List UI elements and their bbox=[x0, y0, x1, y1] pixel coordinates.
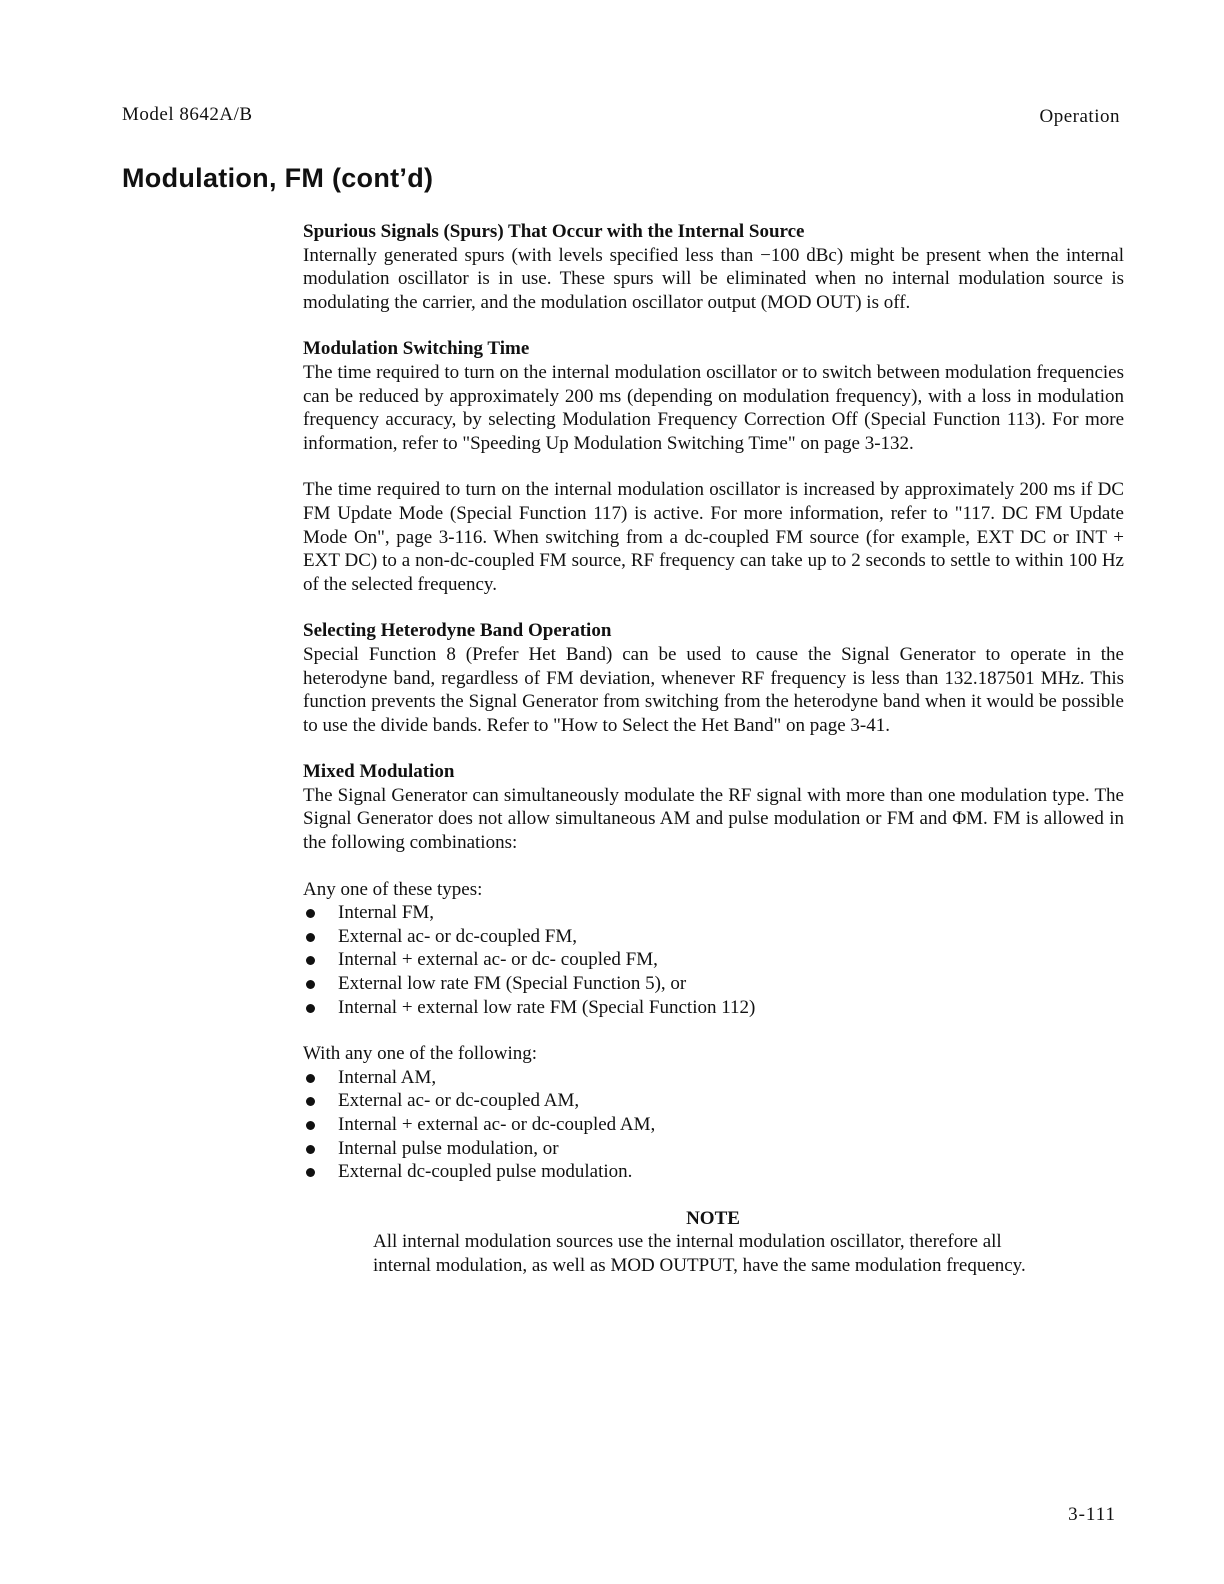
note-box bbox=[373, 1207, 1053, 1278]
list-item-text: External low rate FM (Special Function 5), or bbox=[338, 973, 687, 995]
bullet-icon bbox=[306, 1168, 315, 1177]
list-item bbox=[303, 996, 1124, 1020]
header-section: Operation bbox=[1039, 106, 1120, 127]
spurs-section bbox=[303, 220, 1124, 314]
list-item-text: Internal FM, bbox=[338, 902, 435, 924]
list-item bbox=[303, 901, 1124, 925]
het-band-section bbox=[303, 619, 1124, 737]
list-item-text: Internal + external ac- or dc-coupled AM, bbox=[338, 1114, 656, 1135]
bullet-icon bbox=[306, 1121, 315, 1130]
list-item-text: Internal AM, bbox=[338, 1066, 437, 1088]
page-title: Modulation, FM (cont’d) bbox=[122, 163, 434, 193]
het-band-body: Special Function 8 (Prefer Het Band) can be used to cause the Signal Generator to operate in the heterodyne band, regardless of FM deviation, whenever RF frequency is less than 132.187501 MHz. This function prevents the Signal Generator from switching from the heterodyne band when it would be possible to use the divide bands. Refer to "How to Select the Het Band" on page 3-41. bbox=[303, 643, 1124, 736]
bullet-icon bbox=[306, 1074, 315, 1083]
combination-list bbox=[303, 1042, 1124, 1184]
mixed-body: The Signal Generator can simultaneously modulate the RF signal with more than one modulation type. The Signal Generator does not allow simultaneous AM and pulse modulation or FM and ΦM. FM is allowed in the following combinations: bbox=[303, 784, 1124, 854]
mixed-heading: Mixed Modulation bbox=[303, 761, 455, 783]
header-model: Model 8642A/B bbox=[122, 104, 253, 125]
bullet-icon bbox=[306, 909, 315, 918]
bullet-icon bbox=[306, 980, 315, 989]
list-item-text: External dc-coupled pulse modulation. bbox=[338, 1161, 633, 1183]
bullet-icon bbox=[306, 1004, 315, 1013]
list-item bbox=[303, 925, 1124, 949]
switching-body: The time required to turn on the internal modulation oscillator or to switch between modulation frequencies can be reduced by approximately 200 ms (depending on modulation frequency), with a loss in modulation frequency accuracy, by selecting Modulation Frequency Correction Off (Special Function 113). For more information, refer to "Speeding Up Modulation Switching Time" on page 3-132. bbox=[303, 361, 1124, 454]
switching-section bbox=[303, 337, 1124, 455]
note-heading: NOTE bbox=[686, 1207, 740, 1229]
mixed-section bbox=[303, 760, 1124, 854]
switching-heading: Modulation Switching Time bbox=[303, 338, 530, 360]
bullet-icon bbox=[306, 933, 315, 942]
combination-intro: With any one of the following: bbox=[303, 1043, 538, 1065]
list-item bbox=[303, 1137, 1124, 1161]
list-item bbox=[303, 1066, 1124, 1090]
bullet-icon bbox=[306, 956, 315, 965]
bullet-icon bbox=[306, 1145, 315, 1154]
list-item bbox=[303, 972, 1124, 996]
list-item-text: Internal + external ac- or dc- coupled FM, bbox=[338, 949, 658, 971]
list-item-text: Internal pulse modulation, or bbox=[338, 1137, 559, 1159]
page-number: 3-111 bbox=[1068, 1504, 1116, 1525]
fm-types-list bbox=[303, 878, 1124, 1020]
list-item bbox=[303, 1160, 1124, 1184]
spurs-body: Internally generated spurs (with levels specified less than −100 dBc) might be present when the internal modulation oscillator is in use. These spurs will be eliminated when no internal modulation source is modulating the carrier, and the modulation oscillator output (MOD OUT) is off. bbox=[303, 244, 1124, 313]
list-item bbox=[303, 1089, 1124, 1113]
list-item bbox=[303, 1113, 1124, 1137]
spurs-heading: Spurious Signals (Spurs) That Occur with the Internal Source bbox=[303, 221, 805, 242]
list-item bbox=[303, 948, 1124, 972]
switching-body-2: The time required to turn on the internal modulation oscillator is increased by approximately 200 ms if DC FM Update Mode (Special Function 117) is active. For more information, refer to "117. DC FM Update Mode On", page 3-116. When switching from a dc-coupled FM source (for example, EXT DC or INT + EXT DC) to a non-dc-coupled FM source, RF frequency can take up to 2 seconds to settle to within 100 Hz of the selected frequency. bbox=[303, 479, 1124, 595]
het-band-heading: Selecting Heterodyne Band Operation bbox=[303, 620, 612, 642]
list-item-text: External ac- or dc-coupled FM, bbox=[338, 925, 577, 947]
list-item-text: Internal + external low rate FM (Special Function 112) bbox=[338, 996, 756, 1018]
list-item-text: External ac- or dc-coupled AM, bbox=[338, 1090, 580, 1112]
note-body: All internal modulation sources use the internal modulation oscillator, therefore all internal modulation, as well as MOD OUTPUT, have the same modulation frequency. bbox=[373, 1231, 1026, 1276]
main-content bbox=[303, 220, 1124, 1278]
bullet-icon bbox=[306, 1097, 315, 1106]
fm-types-intro: Any one of these types: bbox=[303, 878, 483, 900]
